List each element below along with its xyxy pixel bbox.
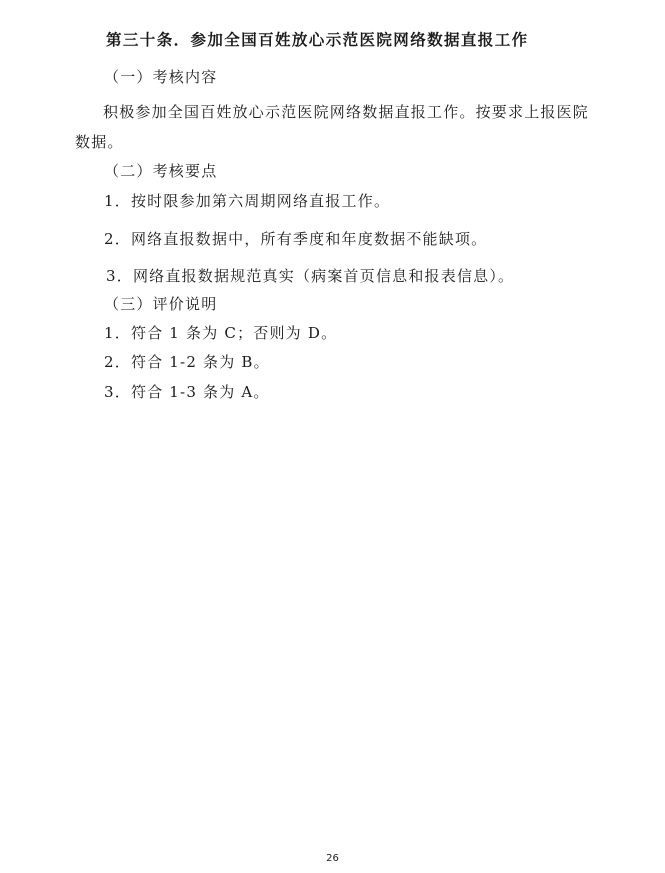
section-evaluation-heading: （三）评价说明 — [104, 295, 218, 313]
section-content-body-line1: 积极参加全国百姓放心示范医院网络数据直报工作。按要求上报医院 — [103, 103, 590, 121]
page-number: 26 — [326, 853, 339, 864]
section-content-body-line2: 数据。 — [75, 133, 124, 151]
section-evaluation-item: 3．符合 1-3 条为 A。 — [104, 383, 270, 401]
section-points-item: 2．网络直报数据中，所有季度和年度数据不能缺项。 — [104, 230, 488, 248]
section-evaluation-item: 1．符合 1 条为 C；否则为 D。 — [104, 324, 338, 342]
section-points-heading: （二）考核要点 — [104, 162, 218, 180]
section-points-item: 3．网络直报数据规范真实（病案首页信息和报表信息）。 — [106, 267, 515, 285]
section-points-item: 1．按时限参加第六周期网络直报工作。 — [104, 192, 391, 210]
article-title: 第三十条．参加全国百姓放心示范医院网络数据直报工作 — [106, 31, 529, 49]
section-evaluation-item: 2．符合 1-2 条为 B。 — [104, 353, 270, 371]
section-content-heading: （一）考核内容 — [104, 68, 218, 86]
